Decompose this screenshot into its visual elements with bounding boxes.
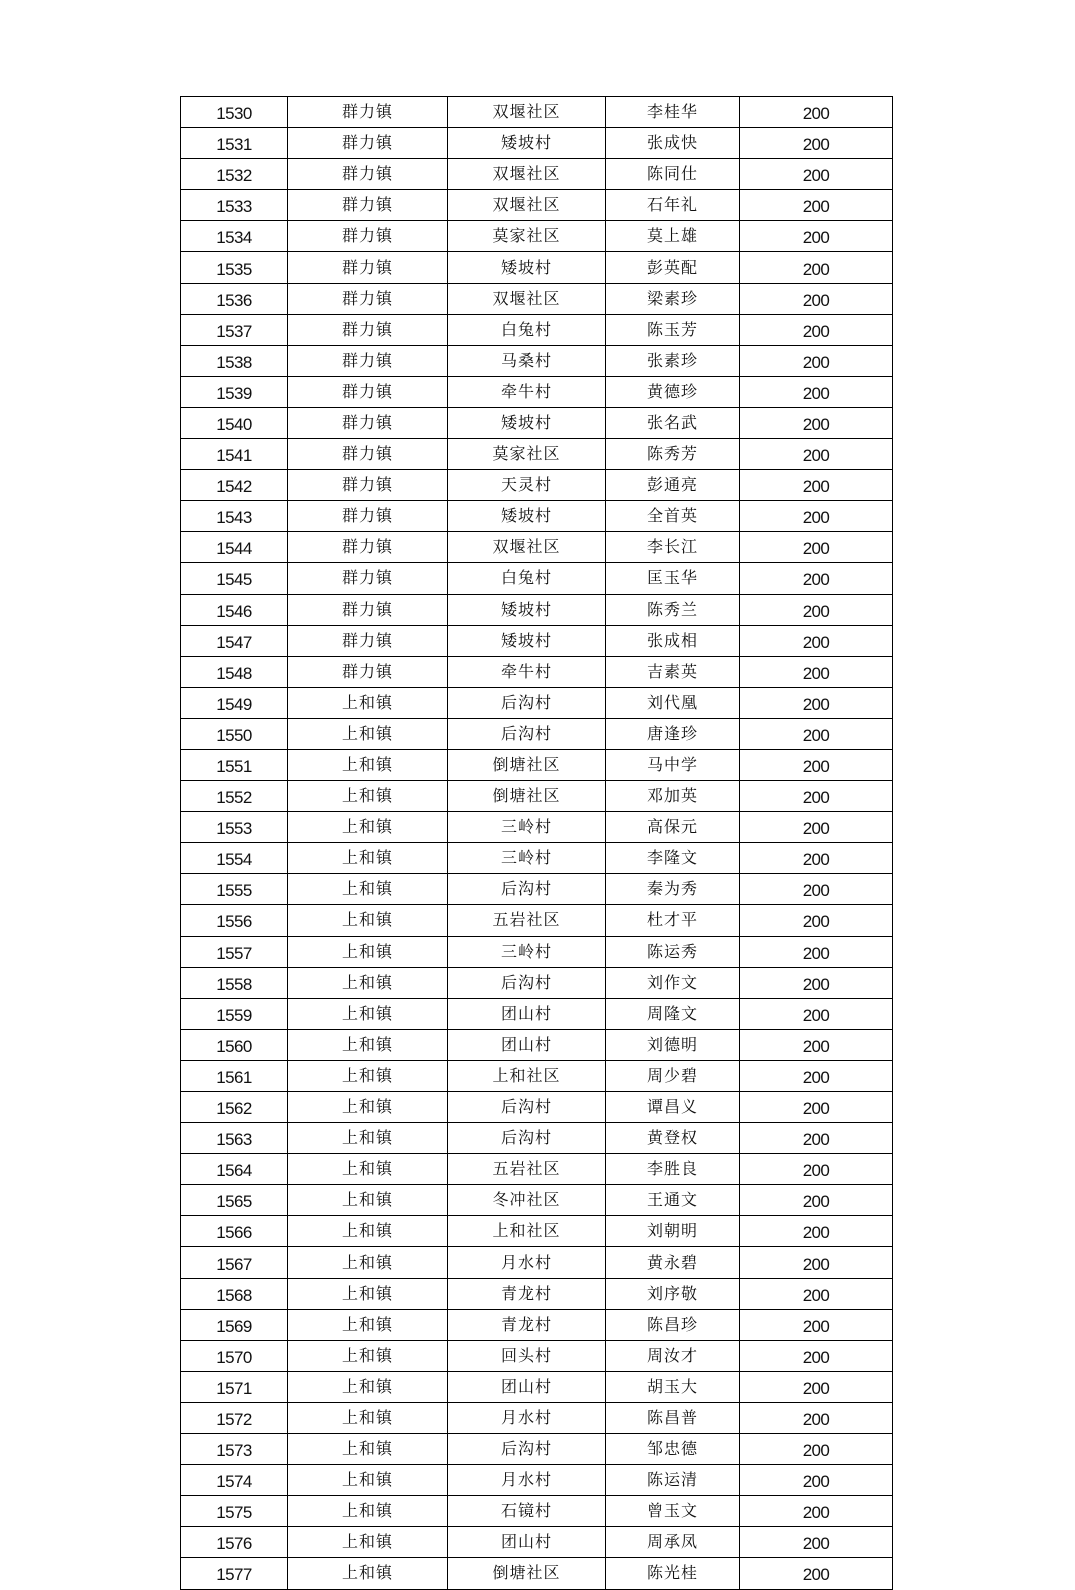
amount-cell: 200 bbox=[740, 1278, 893, 1309]
town-cell: 群力镇 bbox=[288, 407, 448, 438]
town-cell: 上和镇 bbox=[288, 749, 448, 780]
town-cell: 上和镇 bbox=[288, 1371, 448, 1402]
serial-number-cell: 1562 bbox=[181, 1092, 288, 1123]
table-row bbox=[181, 1278, 893, 1309]
table-row bbox=[181, 594, 893, 625]
name-cell: 陈秀芳 bbox=[606, 439, 740, 470]
serial-number-cell: 1563 bbox=[181, 1123, 288, 1154]
serial-number-cell: 1567 bbox=[181, 1247, 288, 1278]
town-cell: 上和镇 bbox=[288, 1060, 448, 1091]
village-cell: 团山村 bbox=[448, 998, 606, 1029]
table-row bbox=[181, 470, 893, 501]
town-cell: 群力镇 bbox=[288, 501, 448, 532]
name-cell: 谭昌义 bbox=[606, 1092, 740, 1123]
village-cell: 倒塘社区 bbox=[448, 1558, 606, 1589]
name-cell: 张成相 bbox=[606, 625, 740, 656]
name-cell: 李胜良 bbox=[606, 1154, 740, 1185]
serial-number-cell: 1545 bbox=[181, 563, 288, 594]
name-cell: 刘德明 bbox=[606, 1029, 740, 1060]
name-cell: 马中学 bbox=[606, 749, 740, 780]
serial-number-cell: 1532 bbox=[181, 159, 288, 190]
name-cell: 杜才平 bbox=[606, 905, 740, 936]
town-cell: 上和镇 bbox=[288, 781, 448, 812]
amount-cell: 200 bbox=[740, 1029, 893, 1060]
serial-number-cell: 1558 bbox=[181, 967, 288, 998]
amount-cell: 200 bbox=[740, 1402, 893, 1433]
table-row bbox=[181, 1029, 893, 1060]
name-cell: 李长江 bbox=[606, 532, 740, 563]
amount-cell: 200 bbox=[740, 532, 893, 563]
town-cell: 群力镇 bbox=[288, 159, 448, 190]
town-cell: 群力镇 bbox=[288, 594, 448, 625]
town-cell: 上和镇 bbox=[288, 1434, 448, 1465]
amount-cell: 200 bbox=[740, 1216, 893, 1247]
village-cell: 团山村 bbox=[448, 1371, 606, 1402]
town-cell: 群力镇 bbox=[288, 314, 448, 345]
village-cell: 矮坡村 bbox=[448, 407, 606, 438]
village-cell: 月水村 bbox=[448, 1402, 606, 1433]
name-cell: 周承凤 bbox=[606, 1527, 740, 1558]
table-row bbox=[181, 283, 893, 314]
village-cell: 倒塘社区 bbox=[448, 781, 606, 812]
name-cell: 唐逢珍 bbox=[606, 718, 740, 749]
amount-cell: 200 bbox=[740, 1340, 893, 1371]
serial-number-cell: 1555 bbox=[181, 874, 288, 905]
village-cell: 青龙村 bbox=[448, 1278, 606, 1309]
town-cell: 上和镇 bbox=[288, 1092, 448, 1123]
village-cell: 后沟村 bbox=[448, 687, 606, 718]
village-cell: 莫家社区 bbox=[448, 221, 606, 252]
village-cell: 天灵村 bbox=[448, 470, 606, 501]
village-cell: 矮坡村 bbox=[448, 252, 606, 283]
village-cell: 双堰社区 bbox=[448, 190, 606, 221]
town-cell: 上和镇 bbox=[288, 1278, 448, 1309]
town-cell: 群力镇 bbox=[288, 439, 448, 470]
name-cell: 高保元 bbox=[606, 812, 740, 843]
amount-cell: 200 bbox=[740, 221, 893, 252]
table-row bbox=[181, 1247, 893, 1278]
recipient-table bbox=[180, 96, 893, 1590]
table-row bbox=[181, 936, 893, 967]
name-cell: 张名武 bbox=[606, 407, 740, 438]
amount-cell: 200 bbox=[740, 687, 893, 718]
name-cell: 彭英配 bbox=[606, 252, 740, 283]
village-cell: 石镜村 bbox=[448, 1496, 606, 1527]
serial-number-cell: 1536 bbox=[181, 283, 288, 314]
table-row bbox=[181, 345, 893, 376]
table-row bbox=[181, 905, 893, 936]
amount-cell: 200 bbox=[740, 625, 893, 656]
serial-number-cell: 1572 bbox=[181, 1402, 288, 1433]
town-cell: 上和镇 bbox=[288, 687, 448, 718]
town-cell: 群力镇 bbox=[288, 656, 448, 687]
name-cell: 刘作文 bbox=[606, 967, 740, 998]
town-cell: 群力镇 bbox=[288, 376, 448, 407]
table-row bbox=[181, 221, 893, 252]
name-cell: 邓加英 bbox=[606, 781, 740, 812]
village-cell: 冬冲社区 bbox=[448, 1185, 606, 1216]
town-cell: 上和镇 bbox=[288, 1123, 448, 1154]
name-cell: 陈昌珍 bbox=[606, 1309, 740, 1340]
amount-cell: 200 bbox=[740, 407, 893, 438]
table-row bbox=[181, 1309, 893, 1340]
amount-cell: 200 bbox=[740, 594, 893, 625]
serial-number-cell: 1554 bbox=[181, 843, 288, 874]
town-cell: 上和镇 bbox=[288, 1216, 448, 1247]
serial-number-cell: 1546 bbox=[181, 594, 288, 625]
serial-number-cell: 1566 bbox=[181, 1216, 288, 1247]
table-row bbox=[181, 687, 893, 718]
name-cell: 张成快 bbox=[606, 128, 740, 159]
serial-number-cell: 1530 bbox=[181, 97, 288, 128]
table-row bbox=[181, 1123, 893, 1154]
town-cell: 上和镇 bbox=[288, 1496, 448, 1527]
village-cell: 双堰社区 bbox=[448, 532, 606, 563]
serial-number-cell: 1574 bbox=[181, 1465, 288, 1496]
village-cell: 青龙村 bbox=[448, 1309, 606, 1340]
serial-number-cell: 1570 bbox=[181, 1340, 288, 1371]
table-row bbox=[181, 1371, 893, 1402]
serial-number-cell: 1531 bbox=[181, 128, 288, 159]
amount-cell: 200 bbox=[740, 1527, 893, 1558]
table-row bbox=[181, 1340, 893, 1371]
town-cell: 群力镇 bbox=[288, 221, 448, 252]
table-row bbox=[181, 812, 893, 843]
town-cell: 群力镇 bbox=[288, 97, 448, 128]
village-cell: 白兔村 bbox=[448, 314, 606, 345]
village-cell: 五岩社区 bbox=[448, 905, 606, 936]
town-cell: 群力镇 bbox=[288, 532, 448, 563]
serial-number-cell: 1548 bbox=[181, 656, 288, 687]
table-row bbox=[181, 532, 893, 563]
village-cell: 牵牛村 bbox=[448, 656, 606, 687]
amount-cell: 200 bbox=[740, 314, 893, 345]
table-row bbox=[181, 1527, 893, 1558]
table-row bbox=[181, 1060, 893, 1091]
amount-cell: 200 bbox=[740, 843, 893, 874]
amount-cell: 200 bbox=[740, 439, 893, 470]
name-cell: 张素珍 bbox=[606, 345, 740, 376]
serial-number-cell: 1549 bbox=[181, 687, 288, 718]
amount-cell: 200 bbox=[740, 252, 893, 283]
serial-number-cell: 1541 bbox=[181, 439, 288, 470]
village-cell: 双堰社区 bbox=[448, 97, 606, 128]
village-cell: 团山村 bbox=[448, 1029, 606, 1060]
village-cell: 后沟村 bbox=[448, 718, 606, 749]
village-cell: 后沟村 bbox=[448, 967, 606, 998]
table-row bbox=[181, 190, 893, 221]
amount-cell: 200 bbox=[740, 563, 893, 594]
serial-number-cell: 1577 bbox=[181, 1558, 288, 1589]
town-cell: 上和镇 bbox=[288, 1465, 448, 1496]
table-body bbox=[181, 97, 893, 1590]
town-cell: 上和镇 bbox=[288, 1185, 448, 1216]
village-cell: 矮坡村 bbox=[448, 501, 606, 532]
serial-number-cell: 1535 bbox=[181, 252, 288, 283]
name-cell: 石年礼 bbox=[606, 190, 740, 221]
name-cell: 吉素英 bbox=[606, 656, 740, 687]
serial-number-cell: 1542 bbox=[181, 470, 288, 501]
town-cell: 上和镇 bbox=[288, 1309, 448, 1340]
amount-cell: 200 bbox=[740, 128, 893, 159]
amount-cell: 200 bbox=[740, 1123, 893, 1154]
town-cell: 上和镇 bbox=[288, 1154, 448, 1185]
name-cell: 莫上雄 bbox=[606, 221, 740, 252]
town-cell: 上和镇 bbox=[288, 1402, 448, 1433]
serial-number-cell: 1551 bbox=[181, 749, 288, 780]
village-cell: 马桑村 bbox=[448, 345, 606, 376]
amount-cell: 200 bbox=[740, 1558, 893, 1589]
name-cell: 王通文 bbox=[606, 1185, 740, 1216]
table-row bbox=[181, 749, 893, 780]
amount-cell: 200 bbox=[740, 749, 893, 780]
village-cell: 矮坡村 bbox=[448, 594, 606, 625]
amount-cell: 200 bbox=[740, 812, 893, 843]
serial-number-cell: 1559 bbox=[181, 998, 288, 1029]
amount-cell: 200 bbox=[740, 1247, 893, 1278]
name-cell: 李桂华 bbox=[606, 97, 740, 128]
village-cell: 团山村 bbox=[448, 1527, 606, 1558]
amount-cell: 200 bbox=[740, 1434, 893, 1465]
amount-cell: 200 bbox=[740, 501, 893, 532]
amount-cell: 200 bbox=[740, 470, 893, 501]
town-cell: 上和镇 bbox=[288, 967, 448, 998]
name-cell: 曾玉文 bbox=[606, 1496, 740, 1527]
town-cell: 群力镇 bbox=[288, 563, 448, 594]
table-row bbox=[181, 407, 893, 438]
table-row bbox=[181, 439, 893, 470]
village-cell: 白兔村 bbox=[448, 563, 606, 594]
name-cell: 黄永碧 bbox=[606, 1247, 740, 1278]
name-cell: 匡玉华 bbox=[606, 563, 740, 594]
amount-cell: 200 bbox=[740, 656, 893, 687]
amount-cell: 200 bbox=[740, 936, 893, 967]
town-cell: 上和镇 bbox=[288, 1558, 448, 1589]
village-cell: 月水村 bbox=[448, 1247, 606, 1278]
village-cell: 上和社区 bbox=[448, 1216, 606, 1247]
name-cell: 邹忠德 bbox=[606, 1434, 740, 1465]
table-row bbox=[181, 998, 893, 1029]
table-row bbox=[181, 781, 893, 812]
amount-cell: 200 bbox=[740, 97, 893, 128]
town-cell: 上和镇 bbox=[288, 998, 448, 1029]
name-cell: 胡玉大 bbox=[606, 1371, 740, 1402]
name-cell: 全首英 bbox=[606, 501, 740, 532]
town-cell: 群力镇 bbox=[288, 470, 448, 501]
village-cell: 矮坡村 bbox=[448, 625, 606, 656]
village-cell: 后沟村 bbox=[448, 1123, 606, 1154]
town-cell: 上和镇 bbox=[288, 843, 448, 874]
name-cell: 黄登权 bbox=[606, 1123, 740, 1154]
name-cell: 陈昌普 bbox=[606, 1402, 740, 1433]
amount-cell: 200 bbox=[740, 190, 893, 221]
town-cell: 上和镇 bbox=[288, 1527, 448, 1558]
table-row bbox=[181, 874, 893, 905]
name-cell: 梁素珍 bbox=[606, 283, 740, 314]
serial-number-cell: 1550 bbox=[181, 718, 288, 749]
table-row bbox=[181, 376, 893, 407]
serial-number-cell: 1564 bbox=[181, 1154, 288, 1185]
serial-number-cell: 1575 bbox=[181, 1496, 288, 1527]
town-cell: 上和镇 bbox=[288, 1029, 448, 1060]
amount-cell: 200 bbox=[740, 718, 893, 749]
name-cell: 陈同仕 bbox=[606, 159, 740, 190]
serial-number-cell: 1544 bbox=[181, 532, 288, 563]
town-cell: 群力镇 bbox=[288, 283, 448, 314]
amount-cell: 200 bbox=[740, 1496, 893, 1527]
name-cell: 彭通亮 bbox=[606, 470, 740, 501]
table-row bbox=[181, 1465, 893, 1496]
village-cell: 矮坡村 bbox=[448, 128, 606, 159]
serial-number-cell: 1573 bbox=[181, 1434, 288, 1465]
name-cell: 刘代凰 bbox=[606, 687, 740, 718]
serial-number-cell: 1540 bbox=[181, 407, 288, 438]
village-cell: 倒塘社区 bbox=[448, 749, 606, 780]
serial-number-cell: 1565 bbox=[181, 1185, 288, 1216]
name-cell: 刘朝明 bbox=[606, 1216, 740, 1247]
serial-number-cell: 1543 bbox=[181, 501, 288, 532]
village-cell: 莫家社区 bbox=[448, 439, 606, 470]
table-row bbox=[181, 1496, 893, 1527]
name-cell: 陈运清 bbox=[606, 1465, 740, 1496]
town-cell: 上和镇 bbox=[288, 812, 448, 843]
table-row bbox=[181, 625, 893, 656]
town-cell: 群力镇 bbox=[288, 625, 448, 656]
village-cell: 三岭村 bbox=[448, 843, 606, 874]
amount-cell: 200 bbox=[740, 1309, 893, 1340]
name-cell: 陈秀兰 bbox=[606, 594, 740, 625]
serial-number-cell: 1553 bbox=[181, 812, 288, 843]
village-cell: 后沟村 bbox=[448, 1092, 606, 1123]
table-row bbox=[181, 1558, 893, 1589]
village-cell: 后沟村 bbox=[448, 874, 606, 905]
amount-cell: 200 bbox=[740, 1154, 893, 1185]
amount-cell: 200 bbox=[740, 1465, 893, 1496]
serial-number-cell: 1547 bbox=[181, 625, 288, 656]
town-cell: 上和镇 bbox=[288, 874, 448, 905]
village-cell: 牵牛村 bbox=[448, 376, 606, 407]
table-row bbox=[181, 1434, 893, 1465]
village-cell: 回头村 bbox=[448, 1340, 606, 1371]
serial-number-cell: 1552 bbox=[181, 781, 288, 812]
table-row bbox=[181, 1154, 893, 1185]
village-cell: 月水村 bbox=[448, 1465, 606, 1496]
serial-number-cell: 1568 bbox=[181, 1278, 288, 1309]
table-row bbox=[181, 501, 893, 532]
table-row bbox=[181, 1216, 893, 1247]
table-row bbox=[181, 563, 893, 594]
table-row bbox=[181, 967, 893, 998]
name-cell: 刘序敬 bbox=[606, 1278, 740, 1309]
name-cell: 陈玉芳 bbox=[606, 314, 740, 345]
name-cell: 周隆文 bbox=[606, 998, 740, 1029]
name-cell: 黄德珍 bbox=[606, 376, 740, 407]
table-row bbox=[181, 1402, 893, 1433]
table-row bbox=[181, 252, 893, 283]
serial-number-cell: 1560 bbox=[181, 1029, 288, 1060]
table-row bbox=[181, 314, 893, 345]
amount-cell: 200 bbox=[740, 905, 893, 936]
town-cell: 群力镇 bbox=[288, 190, 448, 221]
amount-cell: 200 bbox=[740, 1092, 893, 1123]
village-cell: 后沟村 bbox=[448, 1434, 606, 1465]
village-cell: 三岭村 bbox=[448, 812, 606, 843]
serial-number-cell: 1561 bbox=[181, 1060, 288, 1091]
table-row bbox=[181, 97, 893, 128]
serial-number-cell: 1533 bbox=[181, 190, 288, 221]
amount-cell: 200 bbox=[740, 159, 893, 190]
serial-number-cell: 1576 bbox=[181, 1527, 288, 1558]
town-cell: 群力镇 bbox=[288, 252, 448, 283]
town-cell: 上和镇 bbox=[288, 905, 448, 936]
name-cell: 陈运秀 bbox=[606, 936, 740, 967]
amount-cell: 200 bbox=[740, 781, 893, 812]
amount-cell: 200 bbox=[740, 1060, 893, 1091]
table-row bbox=[181, 718, 893, 749]
town-cell: 上和镇 bbox=[288, 1247, 448, 1278]
village-cell: 三岭村 bbox=[448, 936, 606, 967]
table-row bbox=[181, 656, 893, 687]
amount-cell: 200 bbox=[740, 874, 893, 905]
amount-cell: 200 bbox=[740, 376, 893, 407]
table-row bbox=[181, 128, 893, 159]
amount-cell: 200 bbox=[740, 345, 893, 376]
serial-number-cell: 1539 bbox=[181, 376, 288, 407]
town-cell: 群力镇 bbox=[288, 345, 448, 376]
amount-cell: 200 bbox=[740, 998, 893, 1029]
amount-cell: 200 bbox=[740, 1185, 893, 1216]
name-cell: 陈光桂 bbox=[606, 1558, 740, 1589]
village-cell: 五岩社区 bbox=[448, 1154, 606, 1185]
village-cell: 双堰社区 bbox=[448, 159, 606, 190]
serial-number-cell: 1556 bbox=[181, 905, 288, 936]
name-cell: 周少碧 bbox=[606, 1060, 740, 1091]
name-cell: 周汝才 bbox=[606, 1340, 740, 1371]
serial-number-cell: 1557 bbox=[181, 936, 288, 967]
serial-number-cell: 1538 bbox=[181, 345, 288, 376]
serial-number-cell: 1569 bbox=[181, 1309, 288, 1340]
table-row bbox=[181, 1185, 893, 1216]
town-cell: 上和镇 bbox=[288, 718, 448, 749]
town-cell: 群力镇 bbox=[288, 128, 448, 159]
amount-cell: 200 bbox=[740, 1371, 893, 1402]
serial-number-cell: 1571 bbox=[181, 1371, 288, 1402]
amount-cell: 200 bbox=[740, 967, 893, 998]
town-cell: 上和镇 bbox=[288, 936, 448, 967]
table-row bbox=[181, 159, 893, 190]
name-cell: 秦为秀 bbox=[606, 874, 740, 905]
village-cell: 双堰社区 bbox=[448, 283, 606, 314]
serial-number-cell: 1534 bbox=[181, 221, 288, 252]
amount-cell: 200 bbox=[740, 283, 893, 314]
name-cell: 李隆文 bbox=[606, 843, 740, 874]
village-cell: 上和社区 bbox=[448, 1060, 606, 1091]
town-cell: 上和镇 bbox=[288, 1340, 448, 1371]
serial-number-cell: 1537 bbox=[181, 314, 288, 345]
table-row bbox=[181, 1092, 893, 1123]
table-row bbox=[181, 843, 893, 874]
